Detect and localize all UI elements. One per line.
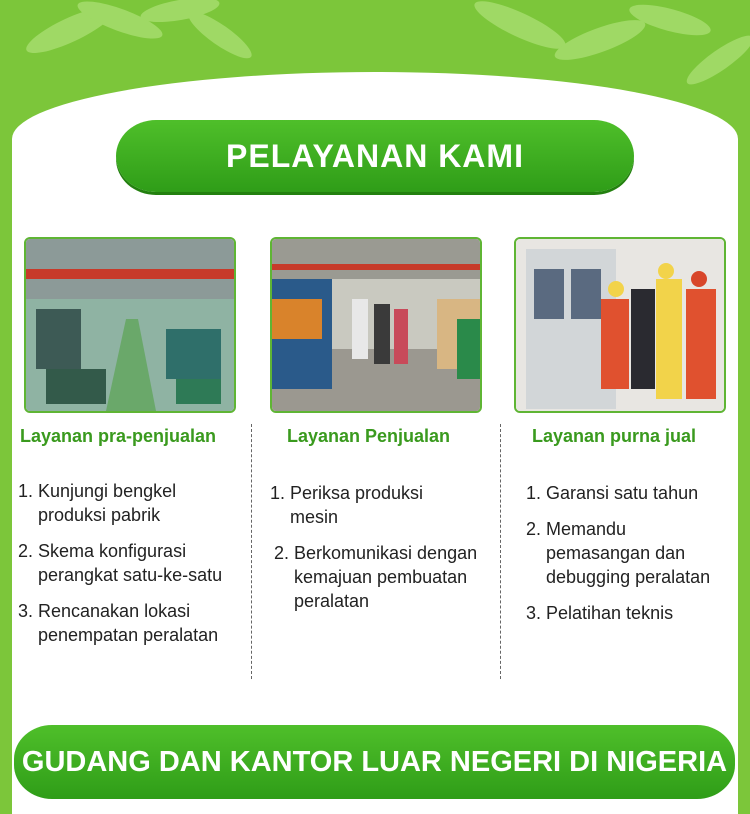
visitors-in-factory-photo bbox=[270, 237, 482, 413]
heading-banner bbox=[116, 120, 634, 192]
column-title-after-sales: Layanan purna jual bbox=[532, 426, 697, 446]
list-item: 2. Skema konfigurasi perangkat satu-ke-satu bbox=[18, 541, 223, 585]
list-item: 1. Garansi satu tahun bbox=[526, 483, 699, 503]
list-item: 3. Pelatihan teknis bbox=[526, 603, 674, 623]
list-item: 1. Kunjungi bengkel produksi pabrik bbox=[18, 481, 177, 525]
page-title: PELAYANAN KAMI bbox=[226, 137, 524, 174]
list-item: 1. Periksa produksi mesin bbox=[270, 483, 424, 527]
factory-workshop-photo bbox=[24, 237, 236, 413]
column-divider bbox=[251, 424, 252, 679]
sales-list bbox=[270, 481, 500, 613]
after-sales-list bbox=[526, 481, 740, 625]
leaf-decoration-left bbox=[10, 0, 270, 80]
column-divider bbox=[500, 424, 501, 679]
footer-banner bbox=[14, 725, 735, 799]
footer-title: GUDANG DAN KANTOR LUAR NEGERI DI NIGERIA bbox=[21, 745, 728, 778]
list-item: 2. Berkomunikasi dengan kemajuan pembuatan peralatan bbox=[274, 543, 478, 611]
list-item: 2. Memandu pemasangan dan debugging peralatan bbox=[526, 519, 711, 587]
column-title-sales: Layanan Penjualan bbox=[287, 426, 451, 446]
list-item: 3. Rencanakan lokasi penempatan peralatan bbox=[18, 601, 219, 645]
pre-sales-list bbox=[18, 479, 250, 647]
column-title-pre-sales: Layanan pra-penjualan bbox=[20, 426, 217, 446]
engineers-at-control-panel-photo bbox=[514, 237, 726, 413]
